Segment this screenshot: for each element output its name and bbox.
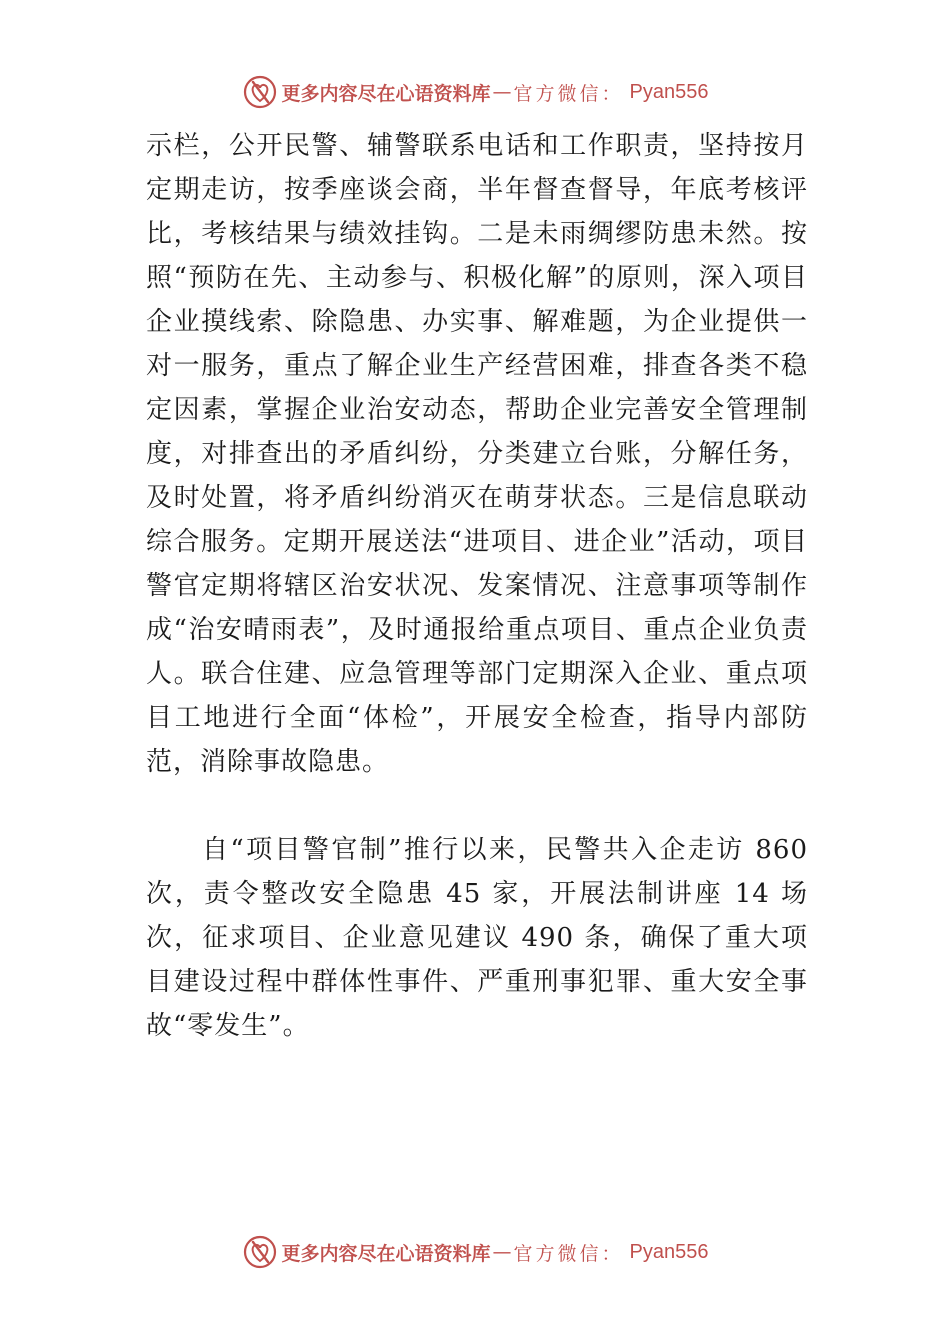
banner-dash: — — [492, 81, 512, 103]
wechat-id: Pyan556 — [629, 80, 709, 103]
document-body — [146, 124, 808, 1048]
banner-dash: — — [492, 1241, 512, 1263]
heart-seal-icon — [242, 1234, 278, 1270]
site-name: 更多内容尽在心语资料库 — [281, 1242, 491, 1265]
official-wechat-label: 官方微信： — [513, 1242, 624, 1265]
paragraph-1: 示栏，公开民警、辅警联系电话和工作职责，坚持按月定期走访，按季座谈会商，半年督查督导，年底考核评比，考核结果与绩效挂钩。二是未雨绸缪防患未然。按照“预防在先、主动参与、积极化解”的原则，深入项目企业摸线索、除隐患、办实事、解难题，为企业提供一对一服务，重点了解企业生产经营困难，排查各类不稳定因素，掌握企业治安动态，帮助企业完善安全管理制度，对排查出的矛盾纠纷，分类建立台账，分解任务，及时处置，将矛盾纠纷消灭在萌芽状态。三是信息联动综合服务。定期开展送法“进项目、进企业”活动，项目警官定期将辖区治安状况、发案情况、注意事项等制作成“治安晴雨表”，及时通报给重点项目、重点企业负责人。联合住建、应急管理等部门定期深入企业、重点项目工地进行全面“体检”，开展安全检查，指导内部防范，消除事故隐患。 — [146, 131, 808, 777]
footer-banner — [0, 1232, 950, 1272]
official-wechat-label: 官方微信： — [513, 82, 624, 105]
heart-seal-icon — [242, 74, 278, 110]
wechat-id: Pyan556 — [629, 1240, 709, 1263]
site-name: 更多内容尽在心语资料库 — [281, 82, 491, 105]
header-banner — [0, 72, 950, 112]
paragraph-2: 自“项目警官制”推行以来，民警共入企走访 860 次，责令整改安全隐患 45 家，开展法制讲座 14 场次，征求项目、企业意见建议 490 条，确保了重大项目建设过程中群体性事件、严重刑事犯罪、重大安全事故“零发生”。 — [146, 835, 808, 1041]
